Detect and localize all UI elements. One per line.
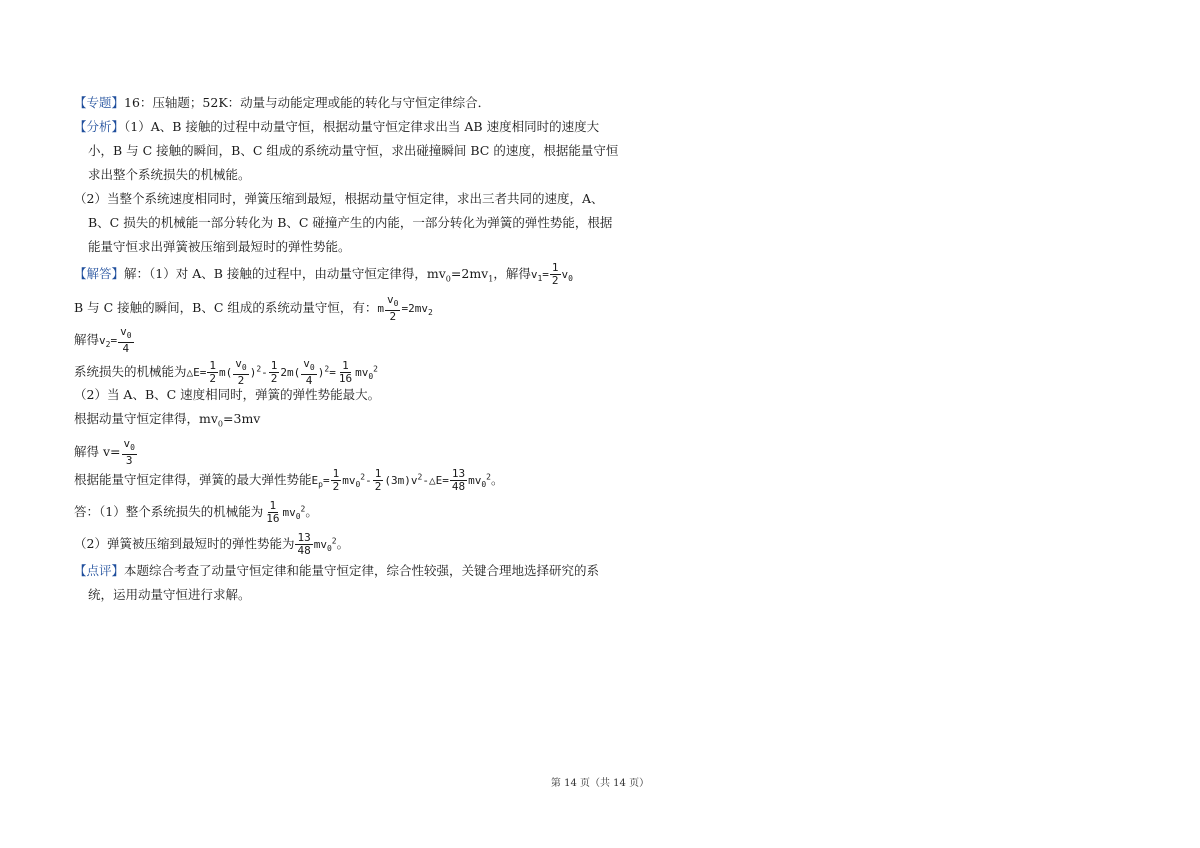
subscript: 0: [326, 544, 332, 554]
solution-line-7: [74, 438, 138, 467]
fraction-half: [269, 360, 280, 385]
numerator: [385, 294, 400, 311]
numerator: [301, 358, 316, 375]
formula-mv0-sq: [342, 472, 372, 490]
denominator: 2: [374, 480, 382, 493]
subscript: 0: [445, 274, 451, 284]
subscript: 0: [568, 274, 573, 284]
analysis-text-1: （1）A、B 接触的过程中动量守恒，根据动量守恒定律求出当 AB 速度相同时的速度大: [124, 119, 600, 134]
denominator: 3: [125, 454, 133, 468]
subscript: 2: [105, 340, 111, 350]
subscript: 0: [126, 331, 132, 341]
subscript: 0: [481, 480, 487, 490]
var: v: [99, 334, 106, 348]
numerator: 1: [209, 359, 217, 373]
delta-e: △E=: [186, 366, 207, 380]
numerator: 1: [342, 359, 349, 373]
formula-v0: [561, 268, 573, 284]
denominator: 2: [332, 480, 340, 493]
solution-text-6: 根据动量守恒定律得，mv: [74, 411, 218, 426]
topic-text: 16：压轴题；52K：动量与动能定理或能的转化与守恒定律综合．: [124, 95, 491, 110]
period: 。: [336, 536, 350, 551]
numerator: [118, 326, 133, 343]
solution-line-3: [74, 326, 135, 355]
analysis-line-1: [74, 118, 599, 136]
comment-line-2: 统，运用动量守恒进行求解。: [88, 587, 251, 602]
var: v: [410, 474, 418, 487]
solution-line-6: [74, 410, 260, 434]
var-m: m: [377, 302, 385, 316]
paren: ): [249, 366, 257, 380]
formula-part: [318, 366, 336, 379]
subscript: 0: [217, 419, 224, 429]
solution-line-1: [74, 262, 573, 289]
formula-v1: [530, 268, 549, 284]
paren: ): [317, 366, 325, 380]
solution-tag: 【解答】: [74, 266, 125, 281]
var: mv: [282, 506, 296, 519]
numerator: 1: [551, 261, 559, 274]
solution-line-4: [74, 358, 378, 387]
solution-line-2: [74, 294, 433, 323]
var: mv: [355, 366, 369, 380]
var: v: [120, 325, 127, 338]
analysis-line-4: （2）当整个系统速度相同时，弹簧压缩到最短，根据动量守恒定律，求出三者共同的速度，A、: [74, 191, 604, 206]
fraction-half: [550, 262, 561, 287]
answer-text-2: （2）弹簧被压缩到最短时的弹性势能为: [74, 536, 295, 551]
analysis-line-5: B、C 损失的机械能一部分转化为 B、C 碰撞产生的内能，一部分转化为弹簧的弹性势能，根据: [88, 215, 613, 230]
subscript: 1: [537, 274, 543, 284]
subscript: 0: [309, 363, 315, 373]
analysis-line-2: 小，B 与 C 接触的瞬间，B、C 组成的系统动量守恒，求出碰撞瞬间 BC 的速度，根据能量守恒: [88, 143, 619, 158]
fraction-1-over-16: [264, 500, 281, 525]
formula-part: [384, 474, 448, 487]
var: mv: [313, 538, 327, 551]
equals: =: [322, 474, 330, 487]
formula-part: [250, 366, 268, 379]
comment-tag: 【点评】: [74, 563, 125, 578]
subscript: 0: [241, 363, 247, 373]
equals: =: [110, 334, 118, 348]
answer-text-1: 答：（1）整个系统损失的机械能为: [74, 504, 264, 519]
denominator: 16: [266, 512, 280, 525]
formula-mv0-sq: [313, 536, 337, 554]
subscript: 0: [130, 443, 135, 453]
subscript: 0: [295, 512, 301, 522]
analysis-tag: 【分析】: [74, 119, 125, 134]
superscript: 2: [486, 472, 491, 482]
fraction-half: [373, 468, 384, 493]
numerator: 1: [374, 467, 382, 480]
denominator: 48: [451, 480, 466, 493]
fraction-1-over-16: [337, 360, 354, 385]
formula-ep: [311, 474, 330, 490]
fraction-v0-over-4: [118, 326, 133, 355]
fraction-v0-over-3: [122, 438, 137, 467]
period: 。: [490, 472, 504, 487]
solution-text-8: 根据能量守恒定律得，弹簧的最大弹性势能: [74, 472, 312, 487]
comment-text-1: 本题综合考查了动量守恒定律和能量守恒定律，综合性较强，关键合理地选择研究的系: [124, 563, 600, 578]
subscript: 0: [355, 480, 361, 490]
numerator: 1: [270, 359, 278, 373]
var: v: [530, 268, 538, 281]
superscript: 2: [300, 504, 306, 514]
paren: (3m): [384, 474, 411, 487]
formula-part: 2m(: [280, 366, 301, 380]
fraction-v0-over-2: [385, 294, 400, 323]
topic-tag: 【专题】: [74, 95, 125, 110]
analysis-line-3: 求出整个系统损失的机械能。: [88, 167, 251, 182]
fraction-half: [331, 468, 342, 493]
superscript: 2: [417, 472, 423, 482]
solution-text-7: 解得 v=: [74, 444, 121, 460]
formula-part: m(: [219, 366, 233, 380]
denominator: 2: [389, 310, 397, 324]
solution-text: ，解得: [493, 266, 531, 281]
fraction-half: [207, 360, 218, 385]
analysis-line-6: 能量守恒求出弹簧被压缩到最短时的弹性势能。: [88, 239, 351, 254]
period: 。: [305, 504, 318, 519]
subscript: 0: [393, 299, 399, 309]
formula-mv0-sq: [468, 472, 491, 490]
solution-text-4: 系统损失的机械能为: [74, 364, 187, 380]
equation-part: =2mv: [450, 266, 489, 281]
page-footer: 第 14 页（共 14 页）: [550, 778, 650, 789]
denominator: 2: [551, 274, 559, 287]
equals: =: [329, 366, 336, 380]
subscript: p: [318, 480, 323, 490]
formula-2mv2: [401, 302, 433, 318]
superscript: 2: [360, 472, 366, 482]
var: v: [123, 437, 131, 450]
var: v: [303, 357, 310, 370]
equation-part: =3mv: [223, 411, 261, 426]
solution-line-5: （2）当 A、B、C 速度相同时，弹簧的弹性势能最大。: [74, 387, 381, 402]
formula-mv0-sq: [355, 364, 378, 382]
answer-line-2: [74, 532, 349, 558]
fraction-13-over-48: [295, 532, 312, 557]
var: v: [561, 268, 569, 281]
solution-text-2: B 与 C 接触的瞬间，B、C 组成的系统动量守恒，有：: [74, 300, 378, 316]
comment-line-1: [74, 562, 599, 580]
solution-line-8: [74, 468, 504, 494]
var: mv: [342, 474, 356, 487]
subscript: 2: [427, 308, 433, 318]
numerator: 1: [332, 467, 340, 480]
denominator: 16: [338, 372, 353, 386]
fraction-v0-over-4: [301, 358, 316, 387]
formula-v2: [99, 334, 118, 350]
fraction-13-over-48: [450, 468, 467, 493]
var: E: [311, 474, 319, 487]
answer-line-1: [74, 500, 318, 526]
solution-text-1: 解：（1）对 A、B 接触的过程中，由动量守恒定律得，mv: [124, 266, 446, 281]
superscript: 2: [373, 364, 378, 374]
denominator: 4: [122, 342, 130, 356]
superscript: 2: [331, 536, 337, 546]
var: mv: [468, 474, 482, 487]
subscript: 0: [368, 372, 374, 382]
denominator: 2: [270, 372, 278, 386]
minus: -: [365, 474, 372, 487]
numerator: 13: [451, 467, 466, 480]
denominator: 48: [297, 544, 311, 557]
denominator: 4: [305, 374, 313, 388]
var: v: [235, 357, 242, 370]
superscript: 2: [256, 364, 262, 374]
denominator: 2: [237, 374, 245, 388]
numerator: 1: [269, 499, 277, 512]
numerator: [233, 358, 248, 375]
formula-mv0-sq: [282, 504, 306, 522]
topic-line: [74, 94, 490, 112]
subscript: 1: [488, 274, 494, 284]
equals: =: [542, 268, 549, 281]
numerator: 13: [297, 531, 311, 544]
solution-text-3: 解得: [74, 332, 100, 348]
numerator: [122, 438, 137, 455]
minus: -: [261, 366, 268, 380]
var: v: [387, 293, 394, 306]
minus-delta-e: -△E=: [422, 474, 449, 487]
denominator: 2: [209, 372, 217, 386]
equation-part: =2mv: [401, 302, 428, 316]
superscript: 2: [324, 364, 330, 374]
fraction-v0-over-2: [233, 358, 248, 387]
